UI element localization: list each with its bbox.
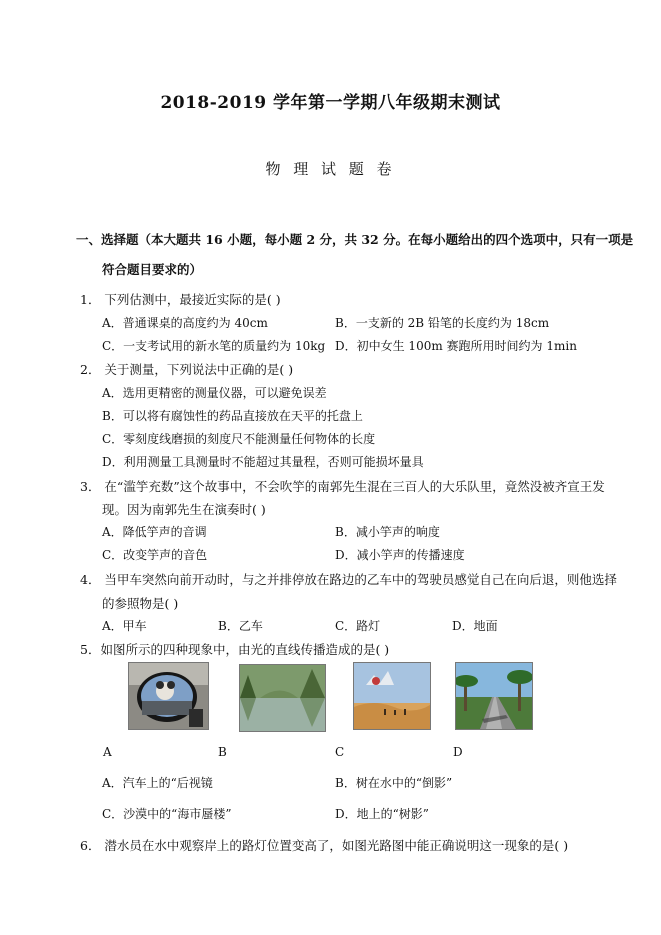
question-6-stem: 6． 潜水员在水中观察岸上的路灯位置变高了，如图光路图中能正确说明这一现象的是( ) (80, 838, 569, 853)
question-1-stem: 1． 下列估测中，最接近实际的是( ) (80, 292, 281, 307)
question-2-stem: 2． 关于测量，下列说法中正确的是( ) (80, 362, 294, 377)
figure-label-d: D (453, 745, 463, 759)
question-1-option-d: D．初中女生 100m 赛跑所用时间约为 1min (335, 339, 577, 353)
question-5-option-d: D．地上的“树影” (335, 807, 429, 821)
question-4-option-d: D．地面 (452, 619, 498, 633)
figure-label-a: A (103, 745, 112, 759)
question-1-option-c: C．一支考试用的新水笔的质量约为 10kg (102, 339, 326, 353)
question-4-option-b: B．乙车 (218, 619, 263, 633)
section-heading-cont: 符合题目要求的） (102, 262, 203, 277)
question-3-option-c: C．改变竽声的音色 (102, 548, 208, 562)
figure-d-tree-shadows (455, 662, 533, 730)
question-5-stem: 5．如图所示的四种现象中，由光的直线传播造成的是( ) (80, 642, 390, 657)
question-3-option-d: D．减小竽声的传播速度 (335, 548, 465, 562)
figure-c-desert-mirage (353, 662, 431, 730)
question-3-option-a: A．降低竽声的音调 (102, 525, 207, 539)
question-4-option-c: C．路灯 (335, 619, 381, 633)
page-subtitle: 物 理 试 题 卷 (265, 160, 396, 178)
question-4-stem-cont: 的参照物是( ) (102, 596, 179, 611)
figure-a-rearview-mirror (128, 662, 209, 730)
question-5-option-c: C．沙漠中的“海市蜃楼” (102, 807, 232, 821)
question-2-option-b: B．可以将有腐蚀性的药品直接放在天平的托盘上 (102, 409, 363, 423)
question-5-option-b: B．树在水中的“倒影” (335, 776, 453, 790)
question-3-stem: 3． 在“滥竽充数”这个故事中，不会吹竽的南郭先生混在三百人的大乐队里，竟然没被齐宣王发 (80, 479, 605, 494)
question-2-option-c: C．零刻度线磨损的刻度尺不能测量任何物体的长度 (102, 432, 376, 446)
page-title: 2018-2019 学年第一学期八年级期末测试 (160, 93, 501, 113)
question-2-option-d: D．利用测量工具测量时不能超过其量程，否则可能损坏量具 (102, 455, 424, 469)
question-4-stem: 4． 当甲车突然向前开动时，与之并排停放在路边的乙车中的驾驶员感觉自己在向后退，则他选择 (80, 572, 617, 587)
question-4-option-a: A．甲车 (102, 619, 147, 633)
question-3-option-b: B．减小竽声的响度 (335, 525, 440, 539)
question-5-option-a: A．汽车上的“后视镜 (102, 776, 213, 790)
question-2-option-a: A．选用更精密的测量仪器，可以避免误差 (102, 386, 327, 400)
section-heading: 一、选择题（本大题共 16 小题，每小题 2 分，共 32 分。在每小题给出的四个选项中，只有一项是 (76, 232, 634, 247)
question-1-option-b: B．一支新的 2B 铅笔的长度约为 18cm (335, 316, 550, 330)
question-3-stem-cont: 现。因为南郭先生在演奏时( ) (102, 502, 266, 517)
figure-label-c: C (335, 745, 345, 759)
figure-label-b: B (218, 745, 227, 759)
figure-b-water-reflection (239, 664, 326, 732)
question-1-option-a: A．普通课桌的高度约为 40cm (102, 316, 268, 330)
